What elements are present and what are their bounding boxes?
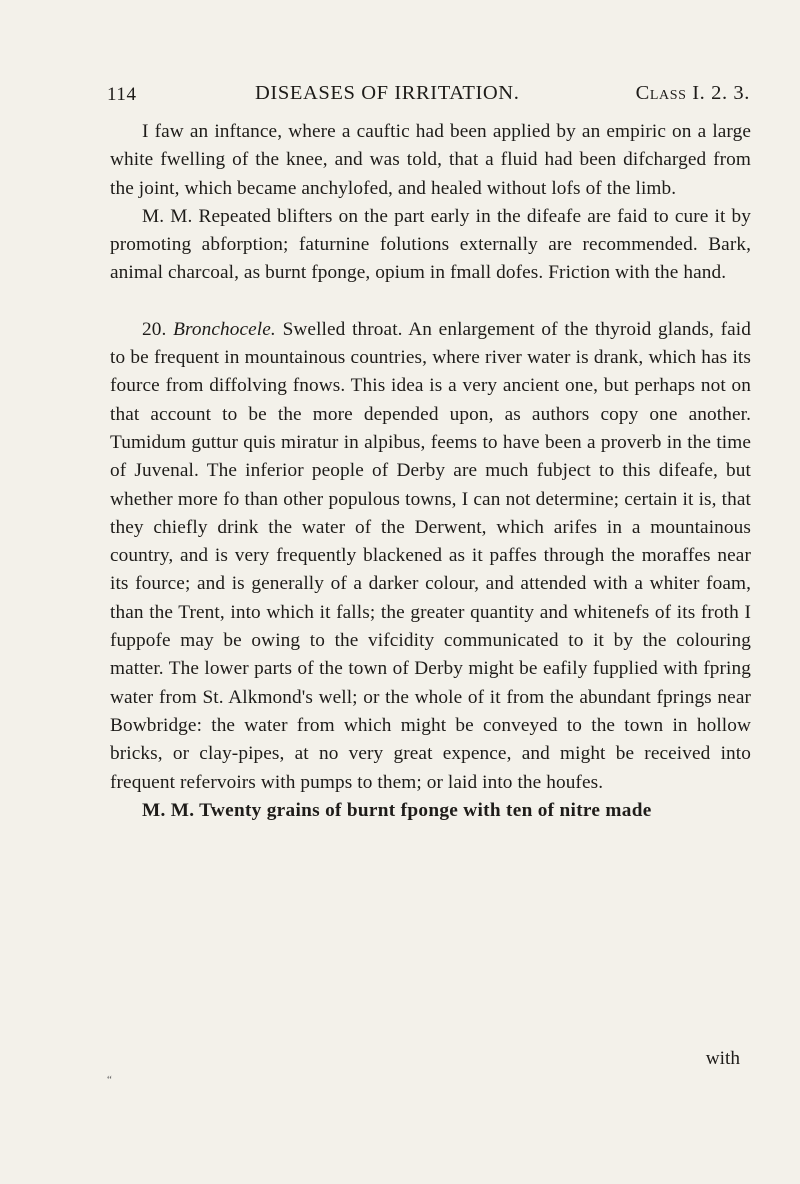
paragraph-anchylosis: I faw an inftance, where a cauftic had been applied by an empiric on a large white fwelling of the knee, and was told, that a fluid had been difcharged from the joint, which became anchylofed, and healed without lofs of the limb.: [110, 121, 751, 199]
catchword: with: [705, 1048, 740, 1069]
section-body: Swelled throat. An enlargement of the thyroid glands, faid to be frequent in mountainous countries, where river water is drank, which has its fource from diffolving fnows. This idea is a very ancient one, but perhaps not on that account to be the more depended upon, as authors copy one another. Tumidum guttur quis miratur in alpibus, feems to have been a proverb in the time of Juvenal. The inferior people of Derby are much fubject to this difeafe, but whether more fo than other populous towns, I can not determine; certain it is, that they chiefly drink the water of the Derwent, which arifes in a mountainous country, and is very frequently blackened as it paffes through the moraffes near its fource; and is generally of a darker colour, and attended with a whiter foam, than the Trent, into which it falls; the greater quantity and whitenefs of its froth I fuppofe may be owing to the vifcidity communicated to it by the colouring matter. The lower parts of the town of Derby might be eafily fupplied with fpring water from St. Alkmond's well; or the whole of it from the abundant fprings near Bowbridge: the water from which might be conveyed to the town in hollow bricks, or clay-pipes, at no very great expence, and might be received into frequent refervoirs with pumps to them; or laid into the houfes.: [110, 318, 751, 793]
stray-mark: “: [107, 1074, 112, 1086]
section-term: Bronchocele.: [173, 318, 276, 340]
page-number: 114: [107, 84, 137, 105]
section-number: 20.: [142, 318, 167, 340]
body-text: [110, 118, 751, 825]
paragraph-treatment: M. M. Repeated blifters on the part early in the difeafe are faid to cure it by promoting abforption; faturnine folutions externally are recommended. Bark, animal charcoal, as burnt fponge, opium in fmall dofes. Friction with the hand.: [110, 205, 751, 284]
class-label: Class I. 2. 3.: [635, 82, 750, 104]
page-header: [107, 82, 750, 112]
running-title: DISEASES OF IRRITATION.: [255, 82, 520, 104]
paragraph-bronchocele: [110, 316, 751, 797]
paragraph-remedy: M. M. Twenty grains of burnt fponge with ten of nitre made: [142, 799, 652, 821]
